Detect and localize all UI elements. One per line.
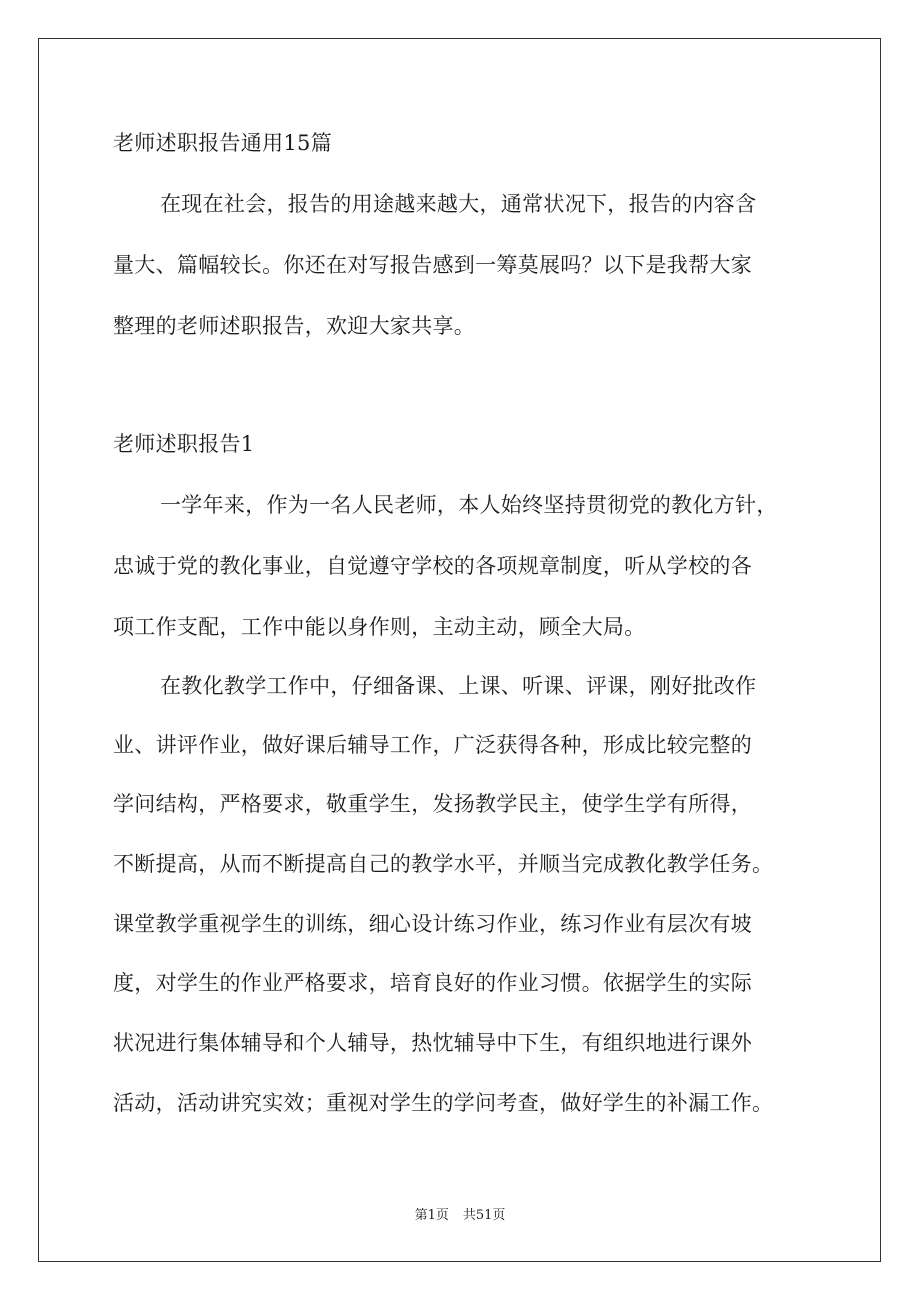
paragraph2-line-5: 课堂教学重视学生的训练，细心设计练习作业，练习作业有层次有坡 (113, 912, 752, 936)
paragraph1-line-3: 项工作支配，工作中能以身作则，主动主动，顾全大局。 (113, 615, 646, 639)
intro-line-2: 量大、篇幅较长。你还在对写报告感到一筹莫展吗？以下是我帮大家 (113, 253, 752, 277)
intro-line-3: 整理的老师述职报告，欢迎大家共享。 (113, 314, 476, 338)
paragraph1-line-2: 忠诚于党的教化事业，自觉遵守学校的各项规章制度，听从学校的各 (113, 554, 752, 578)
paragraph2-line-7: 状况进行集体辅导和个人辅导，热忱辅导中下生，有组织地进行课外 (113, 1031, 752, 1055)
paragraph2-line-2: 业、讲评作业，做好课后辅导工作，广泛获得各种，形成比较完整的 (113, 733, 752, 757)
paragraph2-line-6: 度，对学生的作业严格要求，培育良好的作业习惯。依据学生的实际 (113, 971, 752, 995)
page-total: 共51页 (462, 1208, 506, 1223)
paragraph2-line-3: 学问结构，严格要求，敬重学生，发扬教学民主，使学生学有所得， (113, 792, 752, 816)
paragraph2-line-4: 不断提高，从而不断提高自己的教学水平，并顺当完成教化教学任务。 (113, 852, 774, 876)
page-number: 第1页 (414, 1208, 449, 1223)
page-border (38, 38, 881, 1262)
page-footer (0, 1207, 920, 1225)
document-title: 老师述职报告通用15篇 (113, 131, 333, 155)
paragraph2-line-8: 活动，活动讲究实效；重视对学生的学问考查，做好学生的补漏工作。 (113, 1091, 774, 1115)
paragraph1-line-1: 一学年来，作为一名人民老师，本人始终坚持贯彻党的教化方针， (160, 493, 778, 517)
intro-line-1: 在现在社会，报告的用途越来越大，通常状况下，报告的内容含 (160, 192, 757, 216)
paragraph2-line-1: 在教化教学工作中，仔细备课、上课、听课、评课，刚好批改作 (160, 674, 757, 698)
section-heading: 老师述职报告1 (113, 432, 255, 456)
